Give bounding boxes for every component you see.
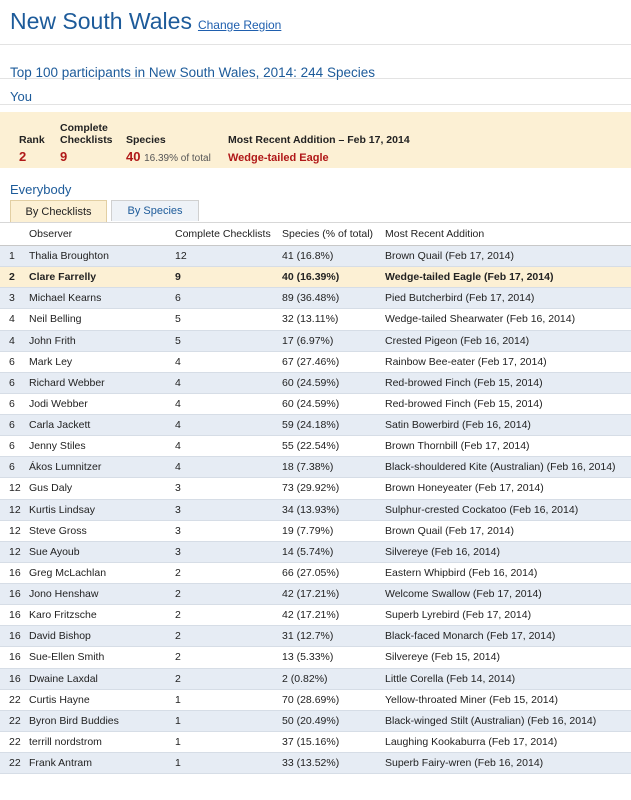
rank-cell: 6: [0, 457, 29, 478]
table-header-row: [0, 223, 631, 246]
recent-addition-cell: Sulphur-crested Cockatoo (Feb 16, 2014): [385, 499, 631, 520]
table-row: [0, 541, 631, 562]
checklists-cell: 2: [175, 668, 282, 689]
rank-cell: 12: [0, 478, 29, 499]
checklists-cell: 5: [175, 330, 282, 351]
checklists-cell: 1: [175, 753, 282, 774]
observer-cell: Michael Kearns: [29, 288, 175, 309]
table-row: [0, 753, 631, 774]
table-row: [0, 478, 631, 499]
species-cell: 31 (12.7%): [282, 626, 385, 647]
species-cell: 34 (13.93%): [282, 499, 385, 520]
table-row: [0, 309, 631, 330]
checklists-cell: 1: [175, 689, 282, 710]
observer-cell: Kurtis Lindsay: [29, 499, 175, 520]
table-row: [0, 668, 631, 689]
table-row: [0, 626, 631, 647]
table-row: [0, 689, 631, 710]
checklists-cell: 3: [175, 478, 282, 499]
recent-species: Wedge-tailed Eagle: [228, 152, 329, 164]
rank-cell: 16: [0, 605, 29, 626]
checklists-cell: 5: [175, 309, 282, 330]
checklists-cell: 1: [175, 731, 282, 752]
recent-addition-cell: Superb Fairy-wren (Feb 16, 2014): [385, 753, 631, 774]
checklists-value: 9: [60, 149, 68, 164]
observer-cell: John Frith: [29, 330, 175, 351]
checklists-cell: 2: [175, 605, 282, 626]
recent-addition-cell: Brown Quail (Feb 17, 2014): [385, 246, 631, 267]
observer-cell: Sue-Ellen Smith: [29, 647, 175, 668]
region-title: New South Wales: [10, 8, 192, 34]
species-cell: 42 (17.21%): [282, 605, 385, 626]
recent-addition-cell: Brown Thornbill (Feb 17, 2014): [385, 436, 631, 457]
recent-addition-cell: Red-browed Finch (Feb 15, 2014): [385, 372, 631, 393]
ranking-tabs: [0, 200, 631, 223]
recent-addition-cell: Silvereye (Feb 15, 2014): [385, 647, 631, 668]
rank-cell: 6: [0, 393, 29, 414]
observer-cell: Steve Gross: [29, 520, 175, 541]
recent-addition-cell: Pied Butcherbird (Feb 17, 2014): [385, 288, 631, 309]
observer-cell: Jenny Stiles: [29, 436, 175, 457]
observer-cell: Sue Ayoub: [29, 541, 175, 562]
checklists-cell: 9: [175, 267, 282, 288]
tab-by-species[interactable]: By Species: [111, 200, 199, 221]
table-row: [0, 330, 631, 351]
rank-cell: 1: [0, 246, 29, 267]
recent-addition-cell: Brown Quail (Feb 17, 2014): [385, 520, 631, 541]
species-cell: 32 (13.11%): [282, 309, 385, 330]
table-row: [0, 457, 631, 478]
page-subtitle: Top 100 participants in New South Wales, 2014: 244 Species: [0, 49, 631, 79]
species-value-line: [126, 149, 211, 164]
leaderboard-table: [0, 223, 631, 774]
rank-cell: 22: [0, 731, 29, 752]
recent-block: [228, 122, 410, 164]
observer-cell: Curtis Hayne: [29, 689, 175, 710]
recent-addition-cell: Black-winged Stilt (Australian) (Feb 16, 2014): [385, 710, 631, 731]
observer-cell: David Bishop: [29, 626, 175, 647]
table-row: [0, 351, 631, 372]
observer-cell: terrill nordstrom: [29, 731, 175, 752]
table-row: [0, 436, 631, 457]
checklists-cell: 4: [175, 372, 282, 393]
observer-cell: Dwaine Laxdal: [29, 668, 175, 689]
species-block: [126, 122, 211, 164]
observer-cell: Gus Daly: [29, 478, 175, 499]
rank-cell: 22: [0, 689, 29, 710]
everybody-heading: Everybody: [10, 182, 72, 197]
recent-addition-cell: Crested Pigeon (Feb 16, 2014): [385, 330, 631, 351]
checklists-label-line2: Checklists: [60, 134, 113, 146]
rank-cell: 6: [0, 372, 29, 393]
species-cell: 14 (5.74%): [282, 541, 385, 562]
table-row: [0, 710, 631, 731]
recent-addition-cell: Little Corella (Feb 14, 2014): [385, 668, 631, 689]
checklists-cell: 4: [175, 351, 282, 372]
species-cell: 17 (6.97%): [282, 330, 385, 351]
table-row: [0, 584, 631, 605]
table-row: [0, 605, 631, 626]
recent-addition-cell: Eastern Whipbird (Feb 16, 2014): [385, 562, 631, 583]
recent-addition-cell: Satin Bowerbird (Feb 16, 2014): [385, 415, 631, 436]
species-cell: 33 (13.52%): [282, 753, 385, 774]
rank-cell: 22: [0, 753, 29, 774]
species-cell: 2 (0.82%): [282, 668, 385, 689]
rank-block: [19, 122, 45, 164]
table-row: [0, 246, 631, 267]
species-cell: 18 (7.38%): [282, 457, 385, 478]
recent-addition-cell: Welcome Swallow (Feb 17, 2014): [385, 584, 631, 605]
recent-addition-cell: Laughing Kookaburra (Feb 17, 2014): [385, 731, 631, 752]
species-cell: 41 (16.8%): [282, 246, 385, 267]
species-cell: 19 (7.79%): [282, 520, 385, 541]
species-cell: 59 (24.18%): [282, 415, 385, 436]
rank-cell: 12: [0, 520, 29, 541]
recent-addition-cell: Yellow-throated Miner (Feb 15, 2014): [385, 689, 631, 710]
checklists-cell: 4: [175, 436, 282, 457]
checklists-cell: 4: [175, 415, 282, 436]
table-row-current-user: [0, 267, 631, 288]
table-row: [0, 288, 631, 309]
table-row: [0, 562, 631, 583]
checklists-cell: 2: [175, 647, 282, 668]
species-cell: 60 (24.59%): [282, 372, 385, 393]
rank-cell: 3: [0, 288, 29, 309]
you-heading: You: [0, 79, 631, 105]
table-row: [0, 499, 631, 520]
observer-cell: Neil Belling: [29, 309, 175, 330]
species-cell: 55 (22.54%): [282, 436, 385, 457]
checklists-cell: 2: [175, 626, 282, 647]
table-row: [0, 731, 631, 752]
species-label: Species: [126, 134, 166, 146]
species-cell: 40 (16.39%): [282, 267, 385, 288]
species-cell: 89 (36.48%): [282, 288, 385, 309]
recent-addition-cell: Wedge-tailed Shearwater (Feb 16, 2014): [385, 309, 631, 330]
observer-cell: Ákos Lumnitzer: [29, 457, 175, 478]
species-percent: 16.39% of total: [144, 153, 211, 164]
checklists-cell: 3: [175, 520, 282, 541]
species-cell: 66 (27.05%): [282, 562, 385, 583]
rank-cell: 16: [0, 584, 29, 605]
rank-cell: 2: [0, 267, 29, 288]
species-cell: 60 (24.59%): [282, 393, 385, 414]
rank-cell: 16: [0, 626, 29, 647]
recent-addition-cell: Superb Lyrebird (Feb 17, 2014): [385, 605, 631, 626]
observer-cell: Karo Fritzsche: [29, 605, 175, 626]
rank-cell: 4: [0, 330, 29, 351]
rank-cell: 12: [0, 541, 29, 562]
rank-cell: 6: [0, 436, 29, 457]
species-cell: 42 (17.21%): [282, 584, 385, 605]
observer-cell: Jodi Webber: [29, 393, 175, 414]
rank-cell: 4: [0, 309, 29, 330]
checklists-label-line1: Complete: [60, 122, 108, 134]
rank-value: 2: [19, 149, 27, 164]
recent-addition-cell: Red-browed Finch (Feb 15, 2014): [385, 393, 631, 414]
observer-cell: Thalia Broughton: [29, 246, 175, 267]
species-cell: 73 (29.92%): [282, 478, 385, 499]
checklists-cell: 1: [175, 710, 282, 731]
rank-cell: 12: [0, 499, 29, 520]
checklists-cell: 4: [175, 393, 282, 414]
species-cell: 13 (5.33%): [282, 647, 385, 668]
rank-cell: 22: [0, 710, 29, 731]
observer-column-header[interactable]: Observer: [29, 223, 175, 246]
rank-cell: 6: [0, 351, 29, 372]
recent-label: Most Recent Addition – Feb 17, 2014: [228, 134, 410, 146]
rank-label: Rank: [19, 134, 45, 146]
rank-cell: 16: [0, 668, 29, 689]
checklists-cell: 3: [175, 541, 282, 562]
leaderboard-body: [0, 246, 631, 774]
you-summary-panel: [0, 112, 631, 168]
table-row: [0, 647, 631, 668]
observer-cell: Mark Ley: [29, 351, 175, 372]
observer-cell: Richard Webber: [29, 372, 175, 393]
observer-cell: Frank Antram: [29, 753, 175, 774]
checklists-cell: 4: [175, 457, 282, 478]
recent-addition-cell: Silvereye (Feb 16, 2014): [385, 541, 631, 562]
observer-cell: Byron Bird Buddies: [29, 710, 175, 731]
species-cell: 70 (28.69%): [282, 689, 385, 710]
observer-cell: Clare Farrelly: [29, 267, 175, 288]
recent-addition-cell: Rainbow Bee-eater (Feb 17, 2014): [385, 351, 631, 372]
table-row: [0, 372, 631, 393]
rank-column-header: [0, 223, 29, 246]
checklists-cell: 6: [175, 288, 282, 309]
rank-cell: 16: [0, 562, 29, 583]
rank-cell: 6: [0, 415, 29, 436]
checklists-cell: 2: [175, 562, 282, 583]
species-value: 40: [126, 149, 141, 164]
checklists-cell: 12: [175, 246, 282, 267]
change-region-link[interactable]: Change Region: [197, 18, 282, 32]
recent-addition-cell: Black-shouldered Kite (Australian) (Feb 16, 2014): [385, 457, 631, 478]
recent-addition-cell: Brown Honeyeater (Feb 17, 2014): [385, 478, 631, 499]
species-column-header[interactable]: Species (% of total): [282, 223, 385, 246]
checklists-cell: 3: [175, 499, 282, 520]
table-row: [0, 520, 631, 541]
species-cell: 50 (20.49%): [282, 710, 385, 731]
recent-addition-cell: Wedge-tailed Eagle (Feb 17, 2014): [385, 267, 631, 288]
checklists-cell: 2: [175, 584, 282, 605]
species-cell: 37 (15.16%): [282, 731, 385, 752]
observer-cell: Carla Jackett: [29, 415, 175, 436]
recent-addition-cell: Black-faced Monarch (Feb 17, 2014): [385, 626, 631, 647]
species-cell: 67 (27.46%): [282, 351, 385, 372]
page-header: [0, 0, 631, 45]
tab-by-checklists[interactable]: By Checklists: [10, 200, 107, 222]
recent-column-header[interactable]: Most Recent Addition: [385, 223, 631, 246]
observer-cell: Greg McLachlan: [29, 562, 175, 583]
checklists-block: [60, 122, 113, 164]
rank-cell: 16: [0, 647, 29, 668]
table-row: [0, 393, 631, 414]
table-row: [0, 415, 631, 436]
observer-cell: Jono Henshaw: [29, 584, 175, 605]
checklists-column-header[interactable]: Complete Checklists: [175, 223, 282, 246]
